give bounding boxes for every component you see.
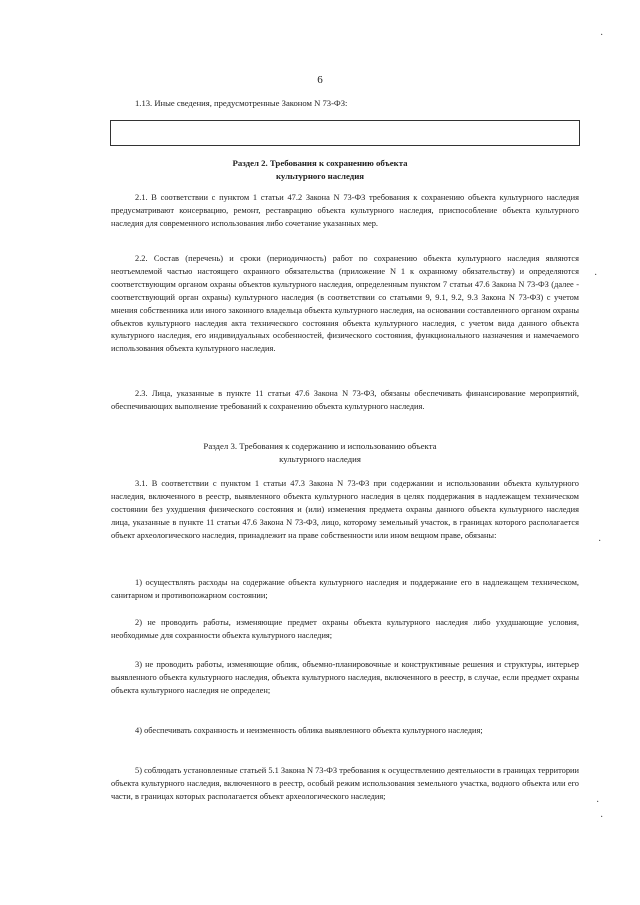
scan-speck: · [600,30,604,41]
paragraph-2-2: 2.2. Состав (перечень) и сроки (периодичность) работ по сохранению объекта культурного наследия являются неотъемлемой частью настоящего охранного обязательства (приложение N 1 к охранному обязательству) и определяются соответствующим органом охраны объектов культурного наследия, определенным пунктом 7 статьи 47.6 Закона N 73-ФЗ (далее - соответствующий орган охраны) культурного наследия (в соответствии со статьями 9, 9.1, 9.2, 9.3 Закона N 73-ФЗ) с учетом мнения собственника или иного законного владельца объекта культурного наследия, на основании составленного органом охраны объектов культурного наследия акта технического состояния объекта культурного наследия, с учетом вида данного объекта культурного наследия, его индивидуальных особенностей, физического состояния, функционального назначения и намечаемого использования объекта культурного наследия. [111,254,579,354]
paragraph-3-1: 3.1. В соответствии с пунктом 1 статьи 47.3 Закона N 73-ФЗ при содержании и использовании объекта культурного наследия, включенного в реестр, выявленного объекта культурного наследия в целях поддержания в надлежащем техническом состоянии без ухудшения физического состояния и (или) изменения предмета охраны данного объекта культурного наследия лица, указанные в пункте 11 статьи 47.6 Закона N 73-ФЗ, лицо, которому земельный участок, в границах которого располагается объект археологического наследия, принадлежит на праве собственности или ином вещном праве, обязаны: [111,479,579,540]
paragraph-2-1: 2.1. В соответствии с пунктом 1 статьи 47.2 Закона N 73-ФЗ требования к сохранению объекта культурного наследия предусматривают консервацию, ремонт, реставрацию объекта культурного наследия, приспособление объекта культурного наследия для современного использования либо сочетание указанных мер. [111,193,579,228]
scan-speck: · [600,812,604,823]
section-2-title-line2: культурного наследия [275,171,365,181]
list-item: 3) не проводить работы, изменяющие облик, объемно-планировочные и конструктивные решения и структуры, интерьер выявленного объекта культурного наследия, объекта культурного наследия, включенного в реестр, в случае, если предмет охраны объекта культурного наследия не определен; [111,660,579,695]
item-1-13: 1.13. Иные сведения, предусмотренные Законом N 73-ФЗ: [135,98,348,108]
scan-speck: · [594,270,598,281]
scan-speck: · [596,797,600,808]
empty-field-box [110,120,580,146]
list-item: 4) обеспечивать сохранность и неизменность облика выявленного объекта культурного наследия; [135,726,483,735]
paragraph-2-3: 2.3. Лица, указанные в пункте 11 статьи 47.6 Закона N 73-ФЗ, обязаны обеспечивать финансирование мероприятий, обеспечивающих выполнение требований к сохранению объекта культурного наследия. [111,389,579,411]
page-number: 6 [317,74,323,86]
section-3-title-line1: Раздел 3. Требования к содержанию и использованию объекта [203,441,437,451]
list-item: 2) не проводить работы, изменяющие предмет охраны объекта культурного наследия либо ухудшающие условия, необходимые для сохранности объекта культурного наследия; [111,618,579,640]
section-2-title [0,157,640,183]
section-2-title-line1: Раздел 2. Требования к сохранению объекта [232,158,408,168]
section-3-title-line2: культурного наследия [279,454,361,464]
scan-speck: · [598,536,602,547]
section-3-title [0,440,640,466]
list-item: 5) соблюдать установленные статьей 5.1 Закона N 73-ФЗ требования к осуществлению деятельности в границах территории объекта культурного наследия, включенного в реестр, особый режим использования земельного участка, водного объекта или его части, в границах которых располагается объект археологического наследия; [111,766,579,801]
list-item: 1) осуществлять расходы на содержание объекта культурного наследия и поддержание его в надлежащем техническом, санитарном и противопожарном состоянии; [111,578,579,600]
